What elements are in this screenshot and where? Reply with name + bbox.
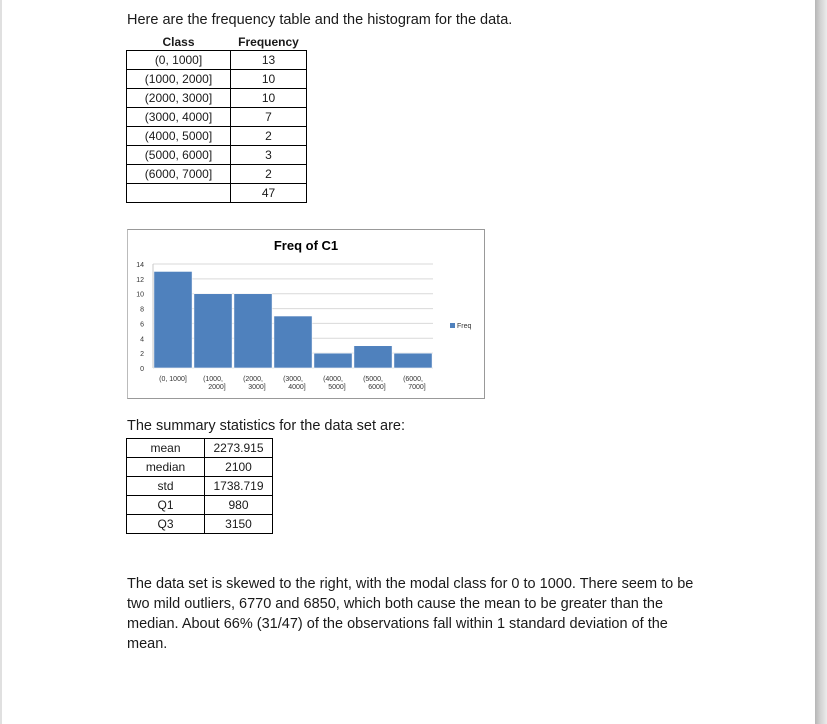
total-row xyxy=(127,184,307,203)
histogram-svg xyxy=(128,230,484,398)
class-cell: (1000, 2000] xyxy=(127,70,231,89)
stat-label-cell: Q3 xyxy=(127,515,205,534)
y-tick-label: 8 xyxy=(140,306,144,314)
frequency-cell: 3 xyxy=(231,146,307,165)
histogram-bar xyxy=(314,353,352,368)
histogram-bar xyxy=(194,294,232,368)
table-row xyxy=(127,127,307,146)
y-tick-label: 6 xyxy=(140,321,144,329)
y-tick-label: 12 xyxy=(136,276,144,284)
y-tick-label: 4 xyxy=(140,336,144,344)
frequency-cell: 7 xyxy=(231,108,307,127)
legend-label: Freq xyxy=(457,323,472,330)
x-axis-labels xyxy=(159,376,426,391)
legend-swatch xyxy=(450,323,455,328)
table-row xyxy=(127,51,307,70)
total-label-cell xyxy=(127,184,231,203)
class-cell: (4000, 5000] xyxy=(127,127,231,146)
total-value-cell: 47 xyxy=(231,184,307,203)
page-edge-left xyxy=(0,0,2,724)
table-row xyxy=(127,146,307,165)
y-tick-label: 10 xyxy=(136,291,144,299)
class-cell: (3000, 4000] xyxy=(127,108,231,127)
stat-value-cell: 980 xyxy=(205,496,273,515)
table-row xyxy=(127,70,307,89)
x-tick-label: (5000, xyxy=(363,376,383,383)
x-tick-label: (3000, xyxy=(283,376,303,383)
class-cell: (2000, 3000] xyxy=(127,89,231,108)
histogram-bar xyxy=(234,294,272,368)
class-cell: (5000, 6000] xyxy=(127,146,231,165)
x-tick-label: 2000] xyxy=(208,384,226,391)
x-tick-label: (4000, xyxy=(323,376,343,383)
table-row xyxy=(127,108,307,127)
frequency-cell: 2 xyxy=(231,127,307,146)
frequency-table xyxy=(126,33,307,203)
histogram-bar xyxy=(394,353,432,368)
histogram-bar xyxy=(274,316,312,368)
chart-legend xyxy=(450,323,472,330)
chart-title: Freq of C1 xyxy=(273,238,339,253)
stat-label-cell: median xyxy=(127,458,205,477)
stat-value-cell: 2273.915 xyxy=(205,439,273,458)
intro-text: Here are the frequency table and the histogram for the data. xyxy=(127,12,513,28)
x-tick-label: (0, 1000] xyxy=(159,376,187,383)
page-edge-shadow xyxy=(815,0,827,724)
table-row xyxy=(127,477,273,496)
stat-label-cell: mean xyxy=(127,439,205,458)
frequency-cell: 10 xyxy=(231,89,307,108)
histogram-bar xyxy=(354,346,392,368)
table-row xyxy=(127,439,273,458)
summary-table xyxy=(126,438,273,534)
table-row xyxy=(127,165,307,184)
x-tick-label: 6000] xyxy=(368,384,386,391)
frequency-cell: 13 xyxy=(231,51,307,70)
frequency-cell: 2 xyxy=(231,165,307,184)
stat-label-cell: std xyxy=(127,477,205,496)
histogram-chart xyxy=(127,229,485,399)
x-tick-label: (1000, xyxy=(203,376,223,383)
x-tick-label: 3000] xyxy=(248,384,266,391)
x-tick-label: (6000, xyxy=(403,376,423,383)
frequency-table-header xyxy=(127,33,307,51)
y-tick-label: 0 xyxy=(140,366,144,373)
stat-value-cell: 3150 xyxy=(205,515,273,534)
class-cell: (6000, 7000] xyxy=(127,165,231,184)
x-tick-label: 4000] xyxy=(288,384,306,391)
table-row xyxy=(127,496,273,515)
x-tick-label: 7000] xyxy=(408,384,426,391)
frequency-header: Frequency xyxy=(238,34,299,49)
frequency-cell: 10 xyxy=(231,70,307,89)
x-tick-label: 5000] xyxy=(328,384,346,391)
y-tick-label: 14 xyxy=(136,262,144,269)
class-header: Class xyxy=(162,34,195,49)
table-row xyxy=(127,515,273,534)
chart-bars xyxy=(154,271,432,368)
stat-label-cell: Q1 xyxy=(127,496,205,515)
class-cell: (0, 1000] xyxy=(127,51,231,70)
summary-intro-text: The summary statistics for the data set are: xyxy=(127,418,406,434)
stat-value-cell: 1738.719 xyxy=(205,477,273,496)
table-row xyxy=(127,458,273,477)
histogram-bar xyxy=(154,271,192,368)
y-tick-label: 2 xyxy=(140,351,144,359)
conclusion-paragraph: The data set is skewed to the right, with the modal class for 0 to 1000. There seem to be two mild outliers, 6770 and 6850, which both cause the mean to be greater than the median. About 66% (31/47) of the observations fall within 1 standard deviation of the mean. xyxy=(127,576,694,652)
table-row xyxy=(127,89,307,108)
stat-value-cell: 2100 xyxy=(205,458,273,477)
y-axis-ticks xyxy=(136,262,144,373)
x-tick-label: (2000, xyxy=(243,376,263,383)
